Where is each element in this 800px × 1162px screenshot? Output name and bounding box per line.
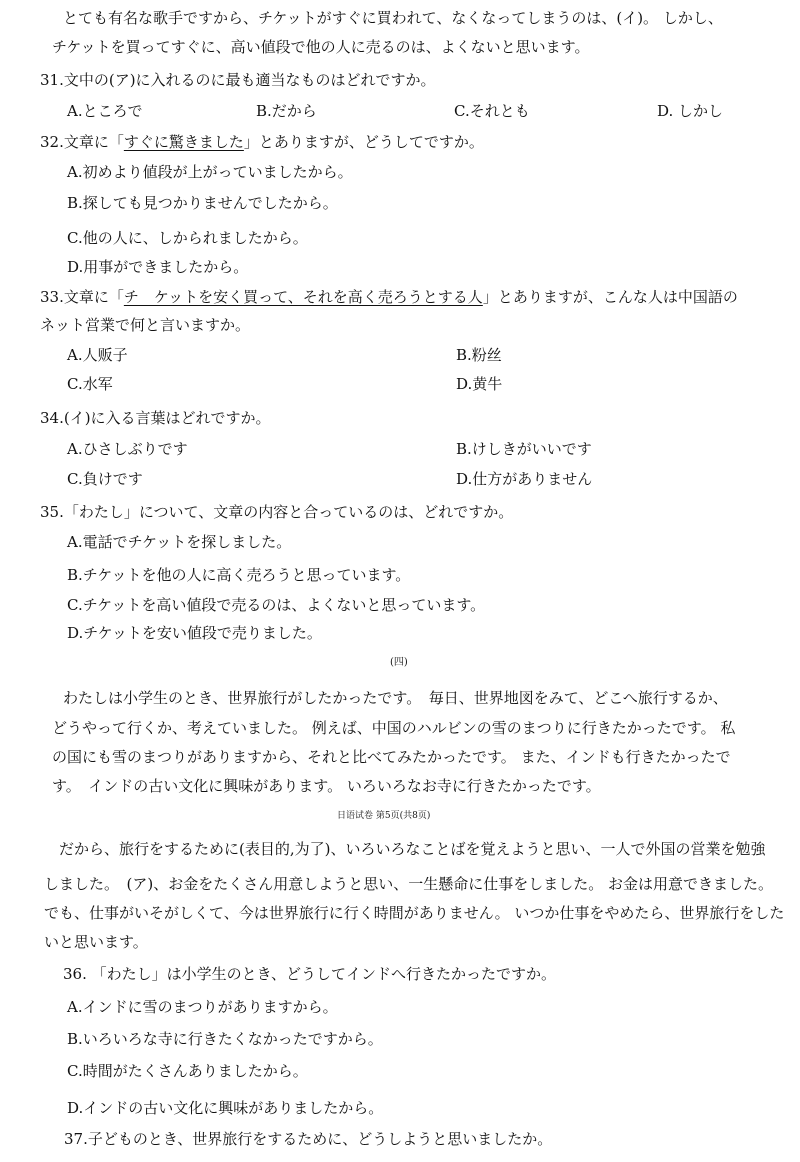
q36-option-c: C.時間がたくさんありましたから。 bbox=[67, 1062, 308, 1080]
page-footer: 日语试卷 第5页(共8页) bbox=[337, 811, 431, 821]
question-34-stem: 34.(イ)に入る言葉はどれですか。 bbox=[40, 409, 271, 427]
q34-option-a: A.ひさしぶりです bbox=[67, 440, 188, 458]
q35-option-a: A.電話でチケットを探しました。 bbox=[67, 533, 292, 551]
q35-option-b: B.チケットを他の人に高く売ろうと思っています。 bbox=[67, 566, 411, 584]
q34-option-b: B.けしきがいいです bbox=[456, 440, 592, 458]
q33-quoted-text: チ ケットを安く買って、それを高く売ろうとする人 bbox=[123, 288, 483, 306]
question-35-stem: 35.「わたし」について、文章の内容と合っているのは、どれですか。 bbox=[40, 503, 514, 521]
q31-option-c: C.それとも bbox=[454, 102, 530, 120]
passage-line: とても有名な歌手ですから、チケットがすぐに買われて、なくなってしまうのは、(イ)。 しかし、 bbox=[48, 9, 723, 27]
q35-option-d: D.チケットを安い値段で売りました。 bbox=[67, 624, 322, 642]
passage-line: いと思います。 bbox=[44, 933, 148, 951]
q32-stem-pre: 32.文章に「 bbox=[40, 133, 124, 151]
question-37-stem: 37.子どものとき、世界旅行をするために、どうしようと思いましたか。 bbox=[64, 1130, 553, 1148]
q36-option-a: A.インドに雪のまつりがありますから。 bbox=[67, 998, 338, 1016]
q31-option-a: A.ところで bbox=[67, 102, 143, 120]
question-32-stem bbox=[40, 132, 484, 152]
passage-line: の国にも雪のまつりがありますから、それと比べてみたかったです。 また、インドも行きたかったで bbox=[52, 748, 731, 766]
q32-option-a: A.初めより値段が上がっていましたから。 bbox=[67, 163, 353, 181]
passage-line: わたしは小学生のとき、世界旅行がしたかったです。 毎日、世界地図をみて、どこへ旅行するか、 bbox=[48, 689, 728, 707]
question-33-stem bbox=[40, 287, 738, 307]
section-heading: (四) bbox=[390, 657, 408, 668]
q33-stem-pre: 33.文章に「 bbox=[40, 288, 124, 306]
q32-option-d: D.用事ができましたから。 bbox=[67, 258, 249, 276]
q32-option-b: B.探しても見つかりませんでしたから。 bbox=[67, 194, 338, 212]
q36-option-b: B.いろいろな寺に行きたくなかったですから。 bbox=[67, 1030, 383, 1048]
question-36-stem: 36. 「わたし」は小学生のとき、どうしてインドへ行きたかったですか。 bbox=[48, 965, 557, 983]
q33-option-c: C.水军 bbox=[67, 375, 113, 393]
q35-option-c: C.チケットを高い値段で売るのは、よくないと思っています。 bbox=[67, 596, 486, 614]
q34-option-d: D.仕方がありません bbox=[456, 470, 593, 488]
q33-stem-post: 」とありますが、こんな人は中国語の bbox=[482, 288, 738, 306]
q32-option-c: C.他の人に、しかられましたから。 bbox=[67, 229, 308, 247]
q34-option-c: C.負けです bbox=[67, 470, 143, 488]
passage-line: どうやって行くか、考えていました。 例えば、中国のハルビンの雪のまつりに行きたかったです。 私 bbox=[52, 719, 736, 737]
q32-quoted-text: すぐに驚きました bbox=[123, 133, 244, 151]
q32-stem-post: 」とありますが、どうしてですか。 bbox=[243, 133, 484, 151]
passage-line: チケットを買ってすぐに、高い値段で他の人に売るのは、よくないと思います。 bbox=[52, 38, 590, 56]
passage-line: でも、仕事がいそがしくて、今は世界旅行に行く時間がありません。 いつか仕事をやめたら、世界旅行をした bbox=[44, 904, 785, 922]
q33-option-a: A.人贩子 bbox=[67, 346, 128, 364]
q33-option-b: B.粉丝 bbox=[456, 346, 502, 364]
passage-line: しました。 (ア)、お金をたくさん用意しようと思い、一生懸命に仕事をしました。 お金は用意できました。 bbox=[44, 875, 773, 893]
passage-line: す。 インドの古い文化に興味があります。 いろいろなお寺に行きたかったです。 bbox=[52, 777, 601, 795]
q31-option-d: D. しかし bbox=[657, 102, 724, 120]
q31-option-b: B.だから bbox=[256, 102, 317, 120]
q36-option-d: D.インドの古い文化に興味がありましたから。 bbox=[67, 1099, 384, 1117]
question-33-stem-line2: ネット営業で何と言いますか。 bbox=[40, 316, 251, 334]
question-31-stem: 31.文中の(ア)に入れるのに最も適当なものはどれですか。 bbox=[40, 71, 436, 89]
passage-line: だから、旅行をするために(表目的,为了)、いろいろなことばを覚えようと思い、一人で外国の営業を勉強 bbox=[44, 840, 766, 858]
q33-option-d: D.黄牛 bbox=[456, 375, 503, 393]
